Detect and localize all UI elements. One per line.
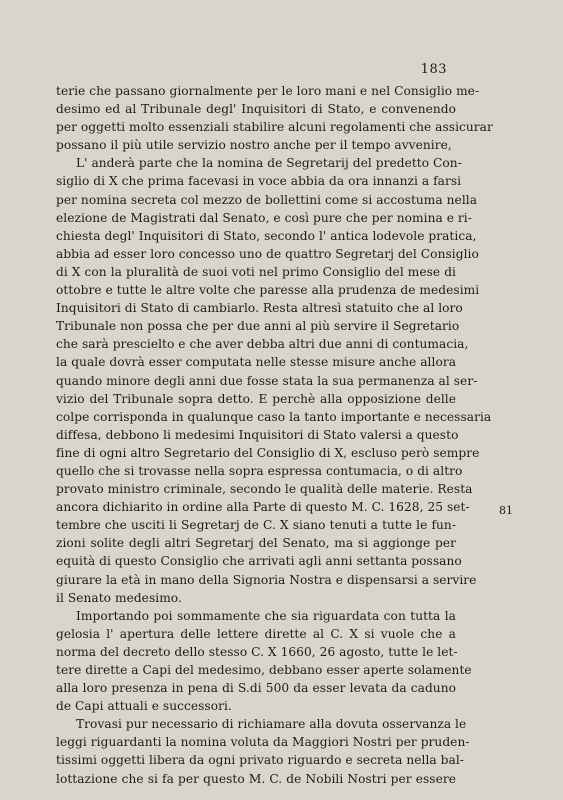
text-line: il Senato medesimo. xyxy=(56,590,182,605)
text-line: chiesta degl' Inquisitori di Stato, secondo l' antica lodevole pratica, xyxy=(56,228,477,243)
text-line: tembre che usciti li Segretarj de C. X siano tenuti a tutte le fun- xyxy=(56,518,456,533)
text-line: diffesa, debbono li medesimi Inquisitori di Stato valersi a questo xyxy=(56,427,459,442)
text-line: L' anderà parte che la nomina de Segretarij del predetto Con- xyxy=(76,156,462,171)
text-line: ottobre e tutte le altre volte che paresse alla prudenza de medesimi xyxy=(56,283,480,298)
text-line: di X con la pluralità de suoi voti nel primo Consiglio del mese di xyxy=(56,264,456,279)
text-line: Tribunale non possa che per due anni al più servire il Segretario xyxy=(56,319,460,334)
text-line: che sarà prescielto e che aver debba altri due anni di contumacia, xyxy=(56,337,469,352)
text-line: gelosia l' apertura delle lettere dirette al C. X si vuole che a xyxy=(56,626,456,641)
text-line: equità di questo Consiglio che arrivati agli anni settanta possano xyxy=(56,554,462,569)
text-line: terie che passano giornalmente per le loro mani e nel Consiglio me- xyxy=(56,84,480,98)
text-line: de Capi attuali e successori. xyxy=(56,699,232,714)
text-line: la quale dovrà esser computata nelle stesse misure anche allora xyxy=(56,355,457,370)
text-line: leggi riguardanti la nomina voluta da Maggiori Nostri per pruden- xyxy=(56,735,470,750)
text-line: giurare la età in mano della Signoria Nostra e dispensarsi a servire xyxy=(56,572,477,587)
text-line: vizio del Tribunale sopra detto. E perchè alla opposizione delle xyxy=(56,391,456,406)
text-line: norma del decreto dello stesso C. X 1660, 26 agosto, tutte le let- xyxy=(56,644,458,659)
text-line: Importando poi sommamente che sia riguardata con tutta la xyxy=(76,608,456,623)
text-line: colpe corrisponda in qualunque caso la tanto importante e necessaria xyxy=(56,409,492,424)
page-number: 183 xyxy=(420,62,447,77)
text-line: zioni solite degli altri Segretarj del Senato, ma si aggionge per xyxy=(56,536,456,551)
text-line: alla loro presenza in pena di S.di 500 da esser levata da caduno xyxy=(56,681,456,696)
margin-note: 81 xyxy=(499,504,513,517)
text-line: elezione de Magistrati dal Senato, e così pure che per nomina e ri- xyxy=(56,210,472,225)
text-line: siglio di X che prima facevasi in voce abbia da ora innanzi a farsi xyxy=(56,174,462,189)
text-line: provato ministro criminale, secondo le qualità delle materie. Resta xyxy=(56,482,473,497)
text-line: possano il più utile servizio nostro anche per il tempo avvenire, xyxy=(56,138,452,153)
body-text xyxy=(56,82,493,788)
text-line: ancora dichiarito in ordine alla Parte di questo M. C. 1628, 25 set- xyxy=(56,500,470,515)
text-line: Trovasi pur necessario di richiamare alla dovuta osservanza le xyxy=(76,717,467,732)
text-line: per oggetti molto essenziali stabilire alcuni regolamenti che assicurar xyxy=(56,120,493,135)
text-line: lottazione che si fa per questo M. C. de Nobili Nostri per essere xyxy=(56,771,456,786)
text-line: per nomina secreta col mezzo de bollettini come si accostuma nella xyxy=(56,192,478,207)
text-line: quando minore degli anni due fosse stata la sua permanenza al ser- xyxy=(56,373,478,388)
text-line: tissimi oggetti libera da ogni privato riguardo e secreta nella bal- xyxy=(56,753,464,768)
text-line: quello che si trovasse nella sopra espressa contumacia, o di altro xyxy=(56,463,463,478)
text-line: Inquisitori di Stato di cambiarlo. Resta altresì statuito che al loro xyxy=(56,301,463,316)
text-line: fine di ogni altro Segretario del Consiglio di X, escluso però sempre xyxy=(56,445,480,460)
text-line: desimo ed al Tribunale degl' Inquisitori di Stato, e convenendo xyxy=(56,102,456,117)
text-line: abbia ad esser loro concesso uno de quattro Segretarj del Consiglio xyxy=(56,246,479,261)
text-line: tere dirette a Capi del medesimo, debbano esser aperte solamente xyxy=(56,663,472,677)
